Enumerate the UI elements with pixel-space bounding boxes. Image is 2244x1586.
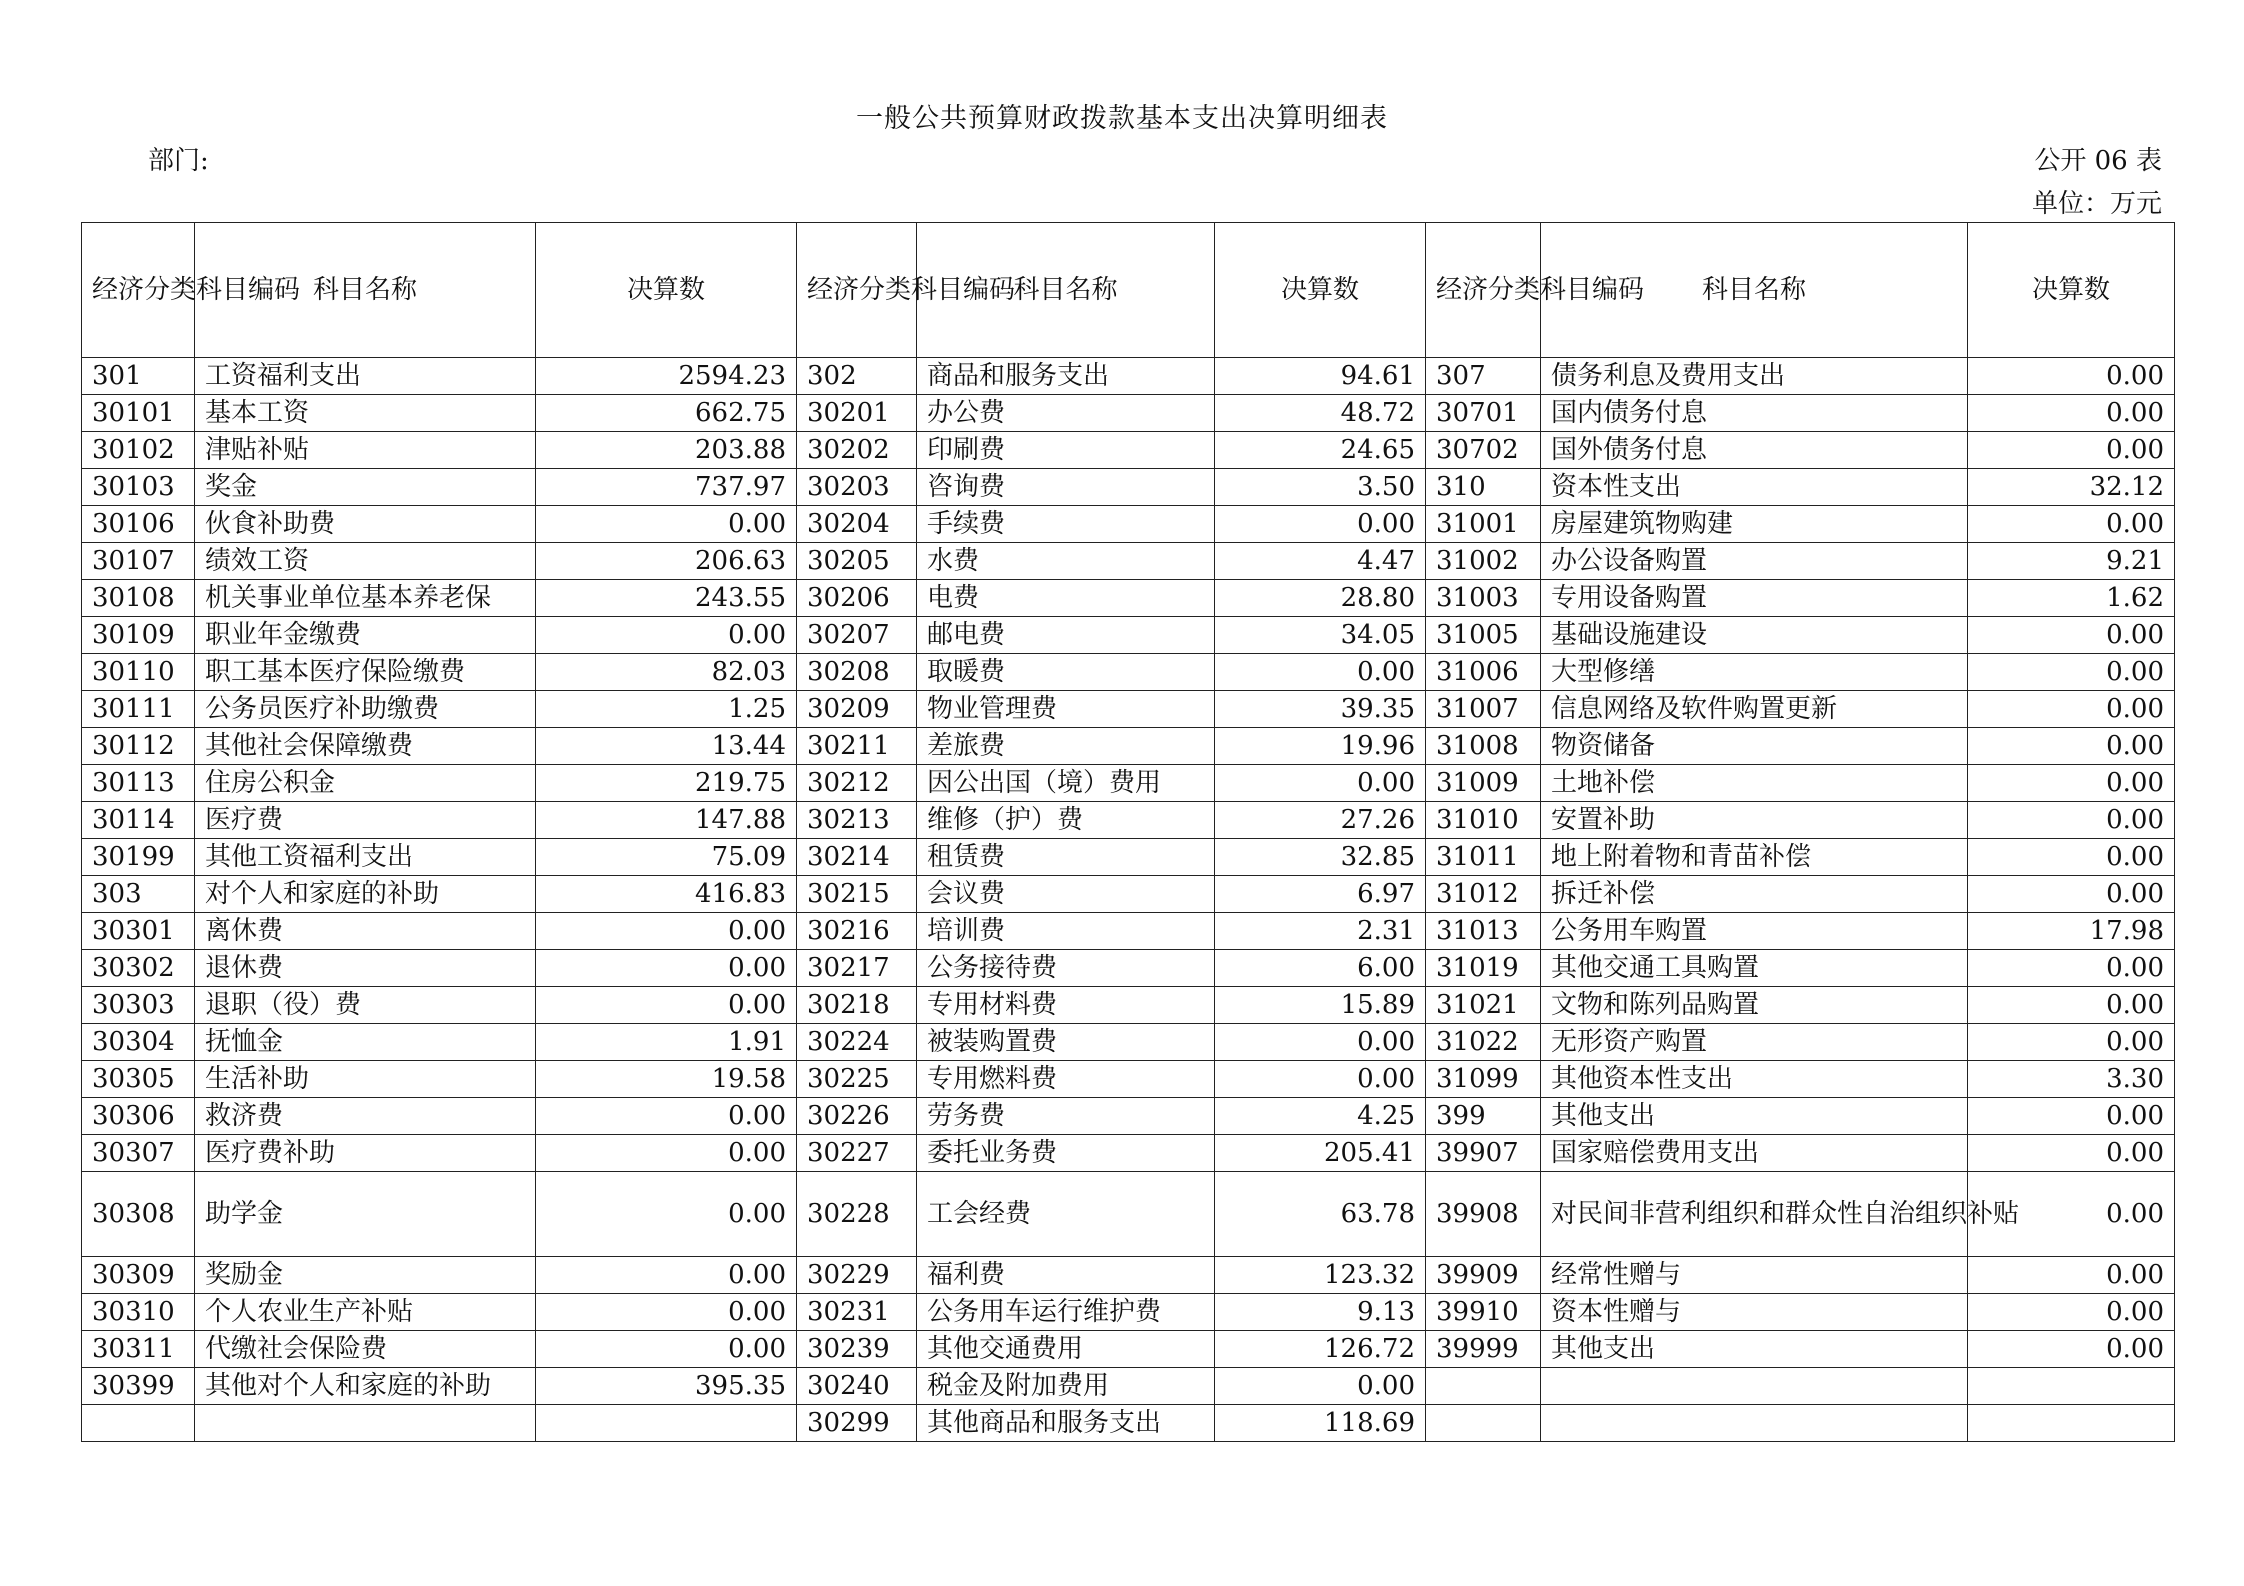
cell-code-2: 30215 [797,876,917,913]
cell-code-2: 30225 [797,1061,917,1098]
cell-amount-2: 27.26 [1215,802,1426,839]
cell-name-1: 职业年金缴费 [195,617,536,654]
cell-name-2: 租赁费 [917,839,1215,876]
cell-name-2: 专用燃料费 [917,1061,1215,1098]
cell-name-1: 生活补助 [195,1061,536,1098]
cell-amount-1: 0.00 [536,506,797,543]
cell-name-1: 退休费 [195,950,536,987]
cell-amount-2: 4.47 [1215,543,1426,580]
cell-name-2: 咨询费 [917,469,1215,506]
cell-code-2: 30229 [797,1257,917,1294]
cell-code-3 [1426,1368,1541,1405]
cell-code-1: 30309 [82,1257,195,1294]
cell-name-3: 其他支出 [1541,1098,1968,1135]
cell-amount-2: 63.78 [1215,1172,1426,1257]
cell-amount-2: 0.00 [1215,654,1426,691]
cell-code-3: 310 [1426,469,1541,506]
cell-amount-2: 3.50 [1215,469,1426,506]
cell-amount-1: 0.00 [536,1331,797,1368]
cell-name-2: 福利费 [917,1257,1215,1294]
header-amount-2: 决算数 [1215,223,1426,358]
cell-code-3: 31005 [1426,617,1541,654]
cell-name-2: 电费 [917,580,1215,617]
table-row [82,469,2175,506]
header-code-2: 经济分类科目编码 [797,223,917,358]
cell-code-2: 30202 [797,432,917,469]
cell-amount-2: 28.80 [1215,580,1426,617]
table-row [82,395,2175,432]
cell-amount-3: 1.62 [1968,580,2175,617]
cell-code-2: 30201 [797,395,917,432]
cell-name-1: 对个人和家庭的补助 [195,876,536,913]
cell-code-1: 303 [82,876,195,913]
cell-name-1: 医疗费 [195,802,536,839]
cell-name-1: 机关事业单位基本养老保 [195,580,536,617]
header-code-3: 经济分类科目编码 [1426,223,1541,358]
cell-code-2: 30214 [797,839,917,876]
cell-code-1: 30108 [82,580,195,617]
cell-amount-1: 0.00 [536,987,797,1024]
cell-name-2: 工会经费 [917,1172,1215,1257]
table-row [82,1331,2175,1368]
cell-amount-3: 0.00 [1968,765,2175,802]
cell-code-2: 30239 [797,1331,917,1368]
cell-code-2: 30205 [797,543,917,580]
cell-code-2: 30216 [797,913,917,950]
cell-amount-3 [1968,1405,2175,1442]
cell-amount-3: 0.00 [1968,1294,2175,1331]
cell-amount-2: 32.85 [1215,839,1426,876]
cell-code-2: 30299 [797,1405,917,1442]
cell-name-2: 办公费 [917,395,1215,432]
cell-code-1: 30308 [82,1172,195,1257]
cell-name-1: 代缴社会保险费 [195,1331,536,1368]
cell-amount-2: 0.00 [1215,506,1426,543]
table-row [82,765,2175,802]
cell-name-2: 手续费 [917,506,1215,543]
cell-amount-3: 0.00 [1968,1257,2175,1294]
cell-name-2: 专用材料费 [917,987,1215,1024]
cell-amount-3: 0.00 [1968,876,2175,913]
cell-name-3: 房屋建筑物购建 [1541,506,1968,543]
table-row [82,1294,2175,1331]
cell-code-1: 30112 [82,728,195,765]
cell-name-3: 公务用车购置 [1541,913,1968,950]
table-row [82,654,2175,691]
cell-code-3 [1426,1405,1541,1442]
cell-code-3: 399 [1426,1098,1541,1135]
cell-code-1: 30399 [82,1368,195,1405]
cell-name-2: 其他商品和服务支出 [917,1405,1215,1442]
cell-code-3: 31019 [1426,950,1541,987]
cell-code-3: 39910 [1426,1294,1541,1331]
expenditure-table [81,222,2175,1442]
header-amount-3: 决算数 [1968,223,2175,358]
cell-amount-3: 0.00 [1968,432,2175,469]
cell-name-3: 资本性支出 [1541,469,1968,506]
cell-code-3: 31002 [1426,543,1541,580]
cell-name-3 [1541,1405,1968,1442]
cell-name-2: 公务接待费 [917,950,1215,987]
table-row [82,1257,2175,1294]
cell-code-1: 30301 [82,913,195,950]
cell-amount-3: 9.21 [1968,543,2175,580]
cell-code-2: 302 [797,358,917,395]
cell-code-2: 30207 [797,617,917,654]
cell-code-2: 30208 [797,654,917,691]
cell-code-3: 31022 [1426,1024,1541,1061]
cell-amount-3: 0.00 [1968,1098,2175,1135]
cell-amount-2: 34.05 [1215,617,1426,654]
cell-name-1: 伙食补助费 [195,506,536,543]
cell-name-3: 信息网络及软件购置更新 [1541,691,1968,728]
cell-code-2: 30227 [797,1135,917,1172]
cell-name-1: 住房公积金 [195,765,536,802]
cell-amount-3: 32.12 [1968,469,2175,506]
cell-name-2: 邮电费 [917,617,1215,654]
form-number: 公开 06 表 [2034,146,2162,176]
cell-code-3: 31009 [1426,765,1541,802]
table-row [82,1368,2175,1405]
cell-amount-3 [1968,1368,2175,1405]
cell-name-1: 职工基本医疗保险缴费 [195,654,536,691]
table-header-row [82,223,2175,358]
cell-name-3: 对民间非营利组织和群众性自治组织补贴 [1541,1172,1968,1257]
cell-amount-3: 0.00 [1968,395,2175,432]
cell-name-2: 印刷费 [917,432,1215,469]
cell-code-1: 30102 [82,432,195,469]
table-row [82,1024,2175,1061]
cell-name-2: 维修（护）费 [917,802,1215,839]
cell-amount-1: 662.75 [536,395,797,432]
cell-amount-1: 0.00 [536,1257,797,1294]
cell-name-1: 绩效工资 [195,543,536,580]
cell-amount-1: 206.63 [536,543,797,580]
cell-code-1: 301 [82,358,195,395]
cell-amount-2: 24.65 [1215,432,1426,469]
cell-amount-2: 0.00 [1215,1024,1426,1061]
cell-code-3: 31007 [1426,691,1541,728]
cell-code-3: 31012 [1426,876,1541,913]
cell-code-1: 30109 [82,617,195,654]
cell-amount-2: 19.96 [1215,728,1426,765]
cell-code-3: 39999 [1426,1331,1541,1368]
header-code-1: 经济分类科目编码 [82,223,195,358]
cell-amount-1: 0.00 [536,1172,797,1257]
cell-amount-1: 395.35 [536,1368,797,1405]
cell-amount-2: 6.97 [1215,876,1426,913]
cell-code-3: 31006 [1426,654,1541,691]
cell-amount-2: 123.32 [1215,1257,1426,1294]
cell-code-2: 30228 [797,1172,917,1257]
cell-code-1: 30307 [82,1135,195,1172]
table-row [82,358,2175,395]
cell-amount-2: 39.35 [1215,691,1426,728]
cell-name-2: 差旅费 [917,728,1215,765]
cell-code-3: 31003 [1426,580,1541,617]
cell-amount-1: 0.00 [536,950,797,987]
cell-name-1: 奖励金 [195,1257,536,1294]
cell-name-2: 因公出国（境）费用 [917,765,1215,802]
cell-code-1 [82,1405,195,1442]
table-row [82,691,2175,728]
cell-amount-3: 0.00 [1968,1331,2175,1368]
table-row [82,839,2175,876]
cell-amount-2: 9.13 [1215,1294,1426,1331]
cell-amount-3: 0.00 [1968,839,2175,876]
cell-code-1: 30311 [82,1331,195,1368]
cell-amount-1 [536,1405,797,1442]
cell-code-3: 31010 [1426,802,1541,839]
cell-amount-3: 0.00 [1968,802,2175,839]
cell-code-3: 30701 [1426,395,1541,432]
table-row [82,1172,2175,1257]
cell-name-3: 国外债务付息 [1541,432,1968,469]
cell-code-1: 30111 [82,691,195,728]
cell-name-1: 工资福利支出 [195,358,536,395]
cell-name-3: 物资储备 [1541,728,1968,765]
cell-code-1: 30303 [82,987,195,1024]
cell-amount-3: 0.00 [1968,691,2175,728]
cell-code-2: 30213 [797,802,917,839]
cell-amount-2: 94.61 [1215,358,1426,395]
cell-name-3: 办公设备购置 [1541,543,1968,580]
table-row [82,506,2175,543]
cell-name-1: 抚恤金 [195,1024,536,1061]
cell-code-3: 39908 [1426,1172,1541,1257]
page-title: 一般公共预算财政拨款基本支出决算明细表 [856,103,1388,134]
cell-code-2: 30231 [797,1294,917,1331]
cell-name-1: 医疗费补助 [195,1135,536,1172]
cell-amount-3: 0.00 [1968,358,2175,395]
table-row [82,728,2175,765]
cell-amount-1: 243.55 [536,580,797,617]
cell-code-2: 30224 [797,1024,917,1061]
cell-amount-2: 15.89 [1215,987,1426,1024]
cell-name-3: 大型修缮 [1541,654,1968,691]
table-row [82,543,2175,580]
cell-name-3: 资本性赠与 [1541,1294,1968,1331]
cell-name-3: 其他交通工具购置 [1541,950,1968,987]
cell-name-2: 水费 [917,543,1215,580]
cell-name-1: 其他对个人和家庭的补助 [195,1368,536,1405]
cell-name-3: 土地补偿 [1541,765,1968,802]
cell-amount-1: 737.97 [536,469,797,506]
cell-code-3: 31021 [1426,987,1541,1024]
cell-name-3: 其他资本性支出 [1541,1061,1968,1098]
cell-amount-3: 0.00 [1968,617,2175,654]
cell-name-1: 离休费 [195,913,536,950]
table-row [82,1061,2175,1098]
cell-amount-3: 3.30 [1968,1061,2175,1098]
cell-code-1: 30199 [82,839,195,876]
cell-name-1: 退职（役）费 [195,987,536,1024]
cell-amount-2: 0.00 [1215,1061,1426,1098]
cell-code-2: 30240 [797,1368,917,1405]
cell-name-2: 委托业务费 [917,1135,1215,1172]
cell-amount-1: 0.00 [536,1294,797,1331]
cell-code-2: 30206 [797,580,917,617]
cell-amount-1: 1.25 [536,691,797,728]
cell-name-1 [195,1405,536,1442]
cell-name-1: 个人农业生产补贴 [195,1294,536,1331]
unit-label: 单位：万元 [2031,189,2162,219]
cell-code-3: 39909 [1426,1257,1541,1294]
cell-code-1: 30101 [82,395,195,432]
cell-amount-3: 0.00 [1968,987,2175,1024]
cell-code-1: 30106 [82,506,195,543]
cell-name-3: 文物和陈列品购置 [1541,987,1968,1024]
cell-amount-1: 75.09 [536,839,797,876]
cell-code-1: 30302 [82,950,195,987]
table-row [82,1405,2175,1442]
cell-code-3: 31011 [1426,839,1541,876]
cell-code-1: 30107 [82,543,195,580]
cell-name-2: 税金及附加费用 [917,1368,1215,1405]
cell-amount-3: 0.00 [1968,1135,2175,1172]
cell-code-3: 31099 [1426,1061,1541,1098]
cell-amount-1: 416.83 [536,876,797,913]
cell-code-3: 31001 [1426,506,1541,543]
cell-name-2: 取暖费 [917,654,1215,691]
table-row [82,876,2175,913]
cell-code-1: 30113 [82,765,195,802]
cell-amount-3: 0.00 [1968,728,2175,765]
cell-amount-1: 0.00 [536,617,797,654]
cell-amount-1: 19.58 [536,1061,797,1098]
cell-name-2: 其他交通费用 [917,1331,1215,1368]
cell-code-1: 30110 [82,654,195,691]
cell-code-3: 31013 [1426,913,1541,950]
cell-amount-1: 82.03 [536,654,797,691]
table-row [82,1135,2175,1172]
cell-name-3: 债务利息及费用支出 [1541,358,1968,395]
department-label: 部门: [148,146,209,176]
cell-code-2: 30204 [797,506,917,543]
cell-amount-3: 0.00 [1968,506,2175,543]
cell-name-3 [1541,1368,1968,1405]
cell-name-3: 基础设施建设 [1541,617,1968,654]
cell-name-3: 专用设备购置 [1541,580,1968,617]
cell-code-1: 30305 [82,1061,195,1098]
cell-amount-2: 118.69 [1215,1405,1426,1442]
cell-amount-2: 126.72 [1215,1331,1426,1368]
cell-name-3: 国家赔偿费用支出 [1541,1135,1968,1172]
cell-name-2: 被装购置费 [917,1024,1215,1061]
cell-amount-2: 2.31 [1215,913,1426,950]
cell-name-1: 津贴补贴 [195,432,536,469]
cell-code-1: 30103 [82,469,195,506]
cell-amount-1: 0.00 [536,1135,797,1172]
cell-code-2: 30209 [797,691,917,728]
cell-amount-3: 0.00 [1968,950,2175,987]
table-row [82,1098,2175,1135]
cell-name-3: 经常性赠与 [1541,1257,1968,1294]
cell-name-3: 地上附着物和青苗补偿 [1541,839,1968,876]
cell-amount-1: 2594.23 [536,358,797,395]
table-row [82,802,2175,839]
cell-amount-2: 6.00 [1215,950,1426,987]
cell-code-1: 30306 [82,1098,195,1135]
cell-amount-1: 1.91 [536,1024,797,1061]
cell-code-2: 30217 [797,950,917,987]
cell-code-3: 30702 [1426,432,1541,469]
cell-amount-1: 147.88 [536,802,797,839]
header-amount-1: 决算数 [536,223,797,358]
table-row [82,617,2175,654]
cell-code-2: 30211 [797,728,917,765]
table-row [82,913,2175,950]
cell-name-1: 其他工资福利支出 [195,839,536,876]
cell-name-3: 无形资产购置 [1541,1024,1968,1061]
cell-code-2: 30226 [797,1098,917,1135]
cell-name-3: 拆迁补偿 [1541,876,1968,913]
cell-amount-2: 0.00 [1215,765,1426,802]
cell-code-1: 30304 [82,1024,195,1061]
cell-amount-1: 0.00 [536,913,797,950]
table-row [82,950,2175,987]
cell-amount-2: 48.72 [1215,395,1426,432]
cell-code-2: 30218 [797,987,917,1024]
cell-name-2: 商品和服务支出 [917,358,1215,395]
cell-code-1: 30114 [82,802,195,839]
header-name-3: 科目名称 [1541,223,1968,358]
cell-name-1: 基本工资 [195,395,536,432]
cell-name-1: 救济费 [195,1098,536,1135]
cell-amount-1: 13.44 [536,728,797,765]
cell-amount-1: 219.75 [536,765,797,802]
cell-name-3: 安置补助 [1541,802,1968,839]
cell-name-1: 奖金 [195,469,536,506]
cell-code-3: 39907 [1426,1135,1541,1172]
cell-name-1: 公务员医疗补助缴费 [195,691,536,728]
cell-name-1: 其他社会保障缴费 [195,728,536,765]
header-name-1: 科目名称 [195,223,536,358]
cell-amount-3: 0.00 [1968,1172,2175,1257]
cell-code-2: 30212 [797,765,917,802]
cell-amount-3: 0.00 [1968,654,2175,691]
cell-code-1: 30310 [82,1294,195,1331]
cell-amount-2: 0.00 [1215,1368,1426,1405]
table-row [82,580,2175,617]
cell-amount-2: 205.41 [1215,1135,1426,1172]
cell-amount-1: 203.88 [536,432,797,469]
cell-name-2: 公务用车运行维护费 [917,1294,1215,1331]
cell-name-3: 国内债务付息 [1541,395,1968,432]
cell-amount-3: 17.98 [1968,913,2175,950]
cell-code-3: 307 [1426,358,1541,395]
table-row [82,987,2175,1024]
table-row [82,432,2175,469]
header-name-2: 科目名称 [917,223,1215,358]
cell-name-2: 物业管理费 [917,691,1215,728]
cell-name-3: 其他支出 [1541,1331,1968,1368]
cell-name-2: 会议费 [917,876,1215,913]
cell-name-2: 培训费 [917,913,1215,950]
cell-amount-1: 0.00 [536,1098,797,1135]
cell-name-2: 劳务费 [917,1098,1215,1135]
cell-amount-2: 4.25 [1215,1098,1426,1135]
cell-amount-3: 0.00 [1968,1024,2175,1061]
cell-code-2: 30203 [797,469,917,506]
cell-code-3: 31008 [1426,728,1541,765]
cell-name-1: 助学金 [195,1172,536,1257]
